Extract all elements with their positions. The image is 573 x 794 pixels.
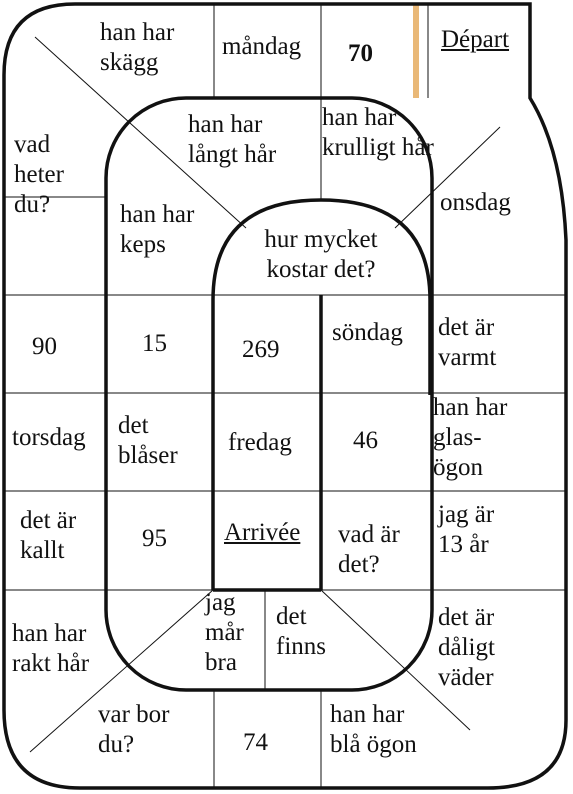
cell-vad-heter-du: vad heter du? — [14, 131, 64, 218]
cell-15: 15 — [142, 330, 167, 357]
cell-mandag: måndag — [222, 33, 302, 60]
middle-track-border — [106, 98, 432, 690]
cell-det-ar-kallt: det är kallt — [20, 507, 77, 564]
cell-74: 74 — [243, 729, 268, 756]
cell-torsdag: torsdag — [12, 424, 86, 451]
cell-det-blaser: det blåser — [118, 412, 178, 469]
cell-det-finns: det finns — [276, 603, 326, 660]
cell-det-ar-varmt: det är varmt — [438, 314, 497, 371]
cell-depart: Départ — [441, 26, 510, 53]
cell-sondag: söndag — [332, 319, 403, 346]
cell-han-har-krulligt-har: han har krulligt hår — [322, 104, 434, 161]
cell-jag-mar-bra: jag mår bra — [205, 589, 244, 676]
cell-90: 90 — [32, 333, 57, 360]
cell-han-har-skagg: han har skägg — [100, 19, 175, 76]
cell-jag-ar-13-ar: jag är 13 år — [438, 501, 495, 558]
cell-arrivee: Arrivée — [224, 519, 301, 546]
cell-46: 46 — [353, 427, 378, 454]
cell-fredag: fredag — [228, 429, 292, 456]
cell-det-ar-daligt-vader: det är dåligt väder — [438, 604, 495, 691]
cell-han-har-keps: han har keps — [120, 201, 195, 258]
cell-hur-mycket-kostar-det: hur mycket kostar det? — [264, 226, 378, 283]
cell-han-har-rakt-har: han har rakt hår — [12, 620, 90, 677]
cell-onsdag: onsdag — [440, 189, 511, 216]
cell-vad-ar-det: vad är det? — [338, 521, 400, 578]
cell-269: 269 — [242, 336, 280, 363]
cell-var-bor-du: var bor du? — [98, 701, 170, 758]
cell-han-har-langt-har: han har långt hår — [188, 111, 277, 168]
cell-70: 70 — [348, 40, 373, 67]
cell-95: 95 — [142, 525, 167, 552]
cell-han-har-glasogon: han har glas- ögon — [433, 394, 508, 481]
cell-han-har-bla-ogon: han har blå ögon — [330, 701, 417, 758]
start-marker — [413, 5, 419, 98]
